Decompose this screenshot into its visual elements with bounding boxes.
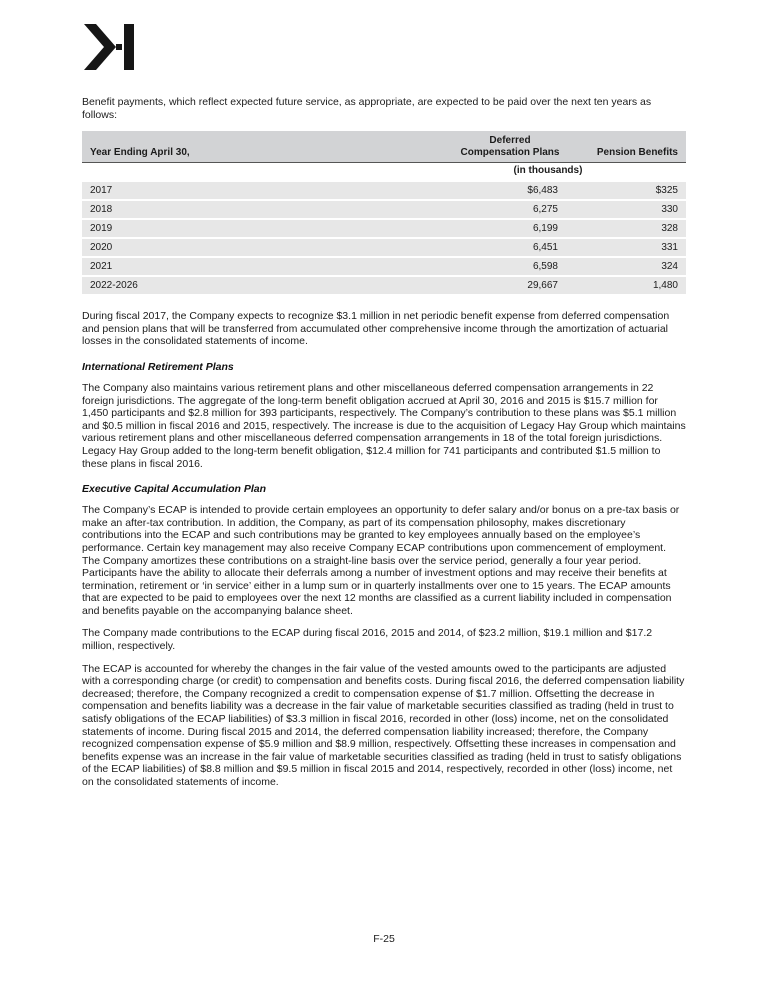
benefit-payments-table (82, 131, 686, 294)
page-number: F-25 (373, 933, 395, 945)
section-heading-ecap: Executive Capital Accumulation Plan (82, 483, 266, 496)
korn-ferry-logo-icon (84, 24, 136, 70)
deferred-cell: 29,667 (527, 279, 558, 291)
body-paragraph: The Company made contributions to the ECAP during fiscal 2016, 2015 and 2014, of $23.2 million, $19.1 million and $17.2 million, respectively. (82, 627, 653, 653)
pension-cell: 328 (661, 222, 678, 234)
table-row (82, 258, 686, 275)
intro-paragraph: Benefit payments, which reflect expected future service, as appropriate, are expected to be paid over the next ten years as follows: (82, 96, 652, 121)
table-row (82, 220, 686, 237)
pension-cell: 324 (661, 260, 678, 272)
body-paragraph: The ECAP is accounted for whereby the changes in the fair value of the vested amounts owed to the participants are adjusted with a corresponding charge (or credit) to compensation and benefits costs. During fiscal 2016, the deferred compensation liability decreased; therefore, the Company recognized a credit to compensation expense of $1.7 million. Offsetting the decrease in compensation and benefits liability was a decrease in the fair value of marketable securities classified as trading (held in trust to satisfy obligations of the ECAP liabilities) of $3.3 million in fiscal 2016, recorded in other (loss) income, net on the consolidated statements of income. During fiscal 2015 and 2014, the deferred compensation liability increased; therefore, the Company recognized compensation expense of $5.9 million and $8.9 million, respectively. Offsetting these increases in compensation and benefits expense was an increase in the fair value of marketable securities classified as trading (held in trust to satisfy obligations of the ECAP liabilities) of $8.8 million and $9.5 million in fiscal 2015 and 2014, respectively, recorded in other (loss) income, net on the consolidated statements of income. (82, 662, 685, 788)
year-cell: 2019 (90, 222, 113, 234)
table-units-row (82, 163, 686, 180)
year-cell: 2022-2026 (90, 279, 138, 291)
year-ending-header: Year Ending April 30, (90, 147, 190, 159)
pension-cell: 1,480 (652, 279, 678, 291)
pension-cell: 330 (661, 203, 678, 215)
table-row (82, 201, 686, 218)
deferred-cell: 6,275 (532, 203, 558, 215)
year-cell: 2017 (90, 184, 113, 196)
year-cell: 2020 (90, 241, 113, 253)
pension-benefits-header: Pension Benefits (596, 147, 678, 159)
header-spacer (560, 135, 686, 147)
table-header-row (82, 131, 686, 163)
pension-cell: 331 (661, 241, 678, 253)
deferred-header-line1: Deferred (489, 135, 531, 147)
deferred-cell: $6,483 (527, 184, 558, 196)
pension-cell: $325 (655, 184, 678, 196)
deferred-cell: 6,451 (532, 241, 558, 253)
units-spacer (82, 163, 370, 180)
deferred-header-line2: Compensation Plans (460, 147, 560, 159)
year-cell: 2018 (90, 203, 113, 215)
year-cell: 2021 (90, 260, 113, 272)
table-row (82, 239, 686, 256)
header-spacer (82, 135, 370, 147)
table-row (82, 277, 686, 294)
deferred-cell: 6,598 (532, 260, 558, 272)
body-paragraph: During fiscal 2017, the Company expects to recognize $3.1 million in net periodic benefit expense from deferred compensation and pension plans that will be transferred from accumulated other comprehensive income through the amortization of actuarial losses in the consolidated statements of income. (82, 310, 670, 348)
body-paragraph: The Company also maintains various retirement plans and other miscellaneous deferred compensation arrangements in 22 foreign jurisdictions. The aggregate of the long-term benefit obligation accrued at April 30, 2016 and 2015 is $15.7 million for 1,450 participants and $2.8 million for 393 participants, respectively. The Company’s contribution to these plans was $5.1 million and $0.5 million in fiscal 2016 and 2015, respectively. The increase is due to the acquisition of Legacy Hay Group which maintains various retirement plans and other miscellaneous deferred compensation arrangements in 18 of the total foreign jurisdictions. Legacy Hay Group added to the long-term benefit obligation, $12.4 million for 741 participants and contributed $1.5 million to these plans in fiscal 2016. (82, 381, 686, 470)
table-row (82, 182, 686, 199)
units-label: (in thousands) (513, 165, 583, 177)
deferred-cell: 6,199 (532, 222, 558, 234)
body-paragraph: The Company’s ECAP is intended to provide certain employees an opportunity to defer salary and/or bonus on a pre-tax basis or make an after-tax contribution. In addition, the Company, as part of its compensation philosophy, makes discretionary contributions into the ECAP and such contributions may be granted to key employees annually based on the employee’s performance. Certain key management may also receive Company ECAP contributions upon commencement of employment. The Company amortizes these contributions on a straight-line basis over the service period, generally a four year period. Participants have the ability to allocate their deferrals among a number of investment options and may receive their benefits at termination, retirement or ‘in service’ either in a lump sum or in quarterly installments over one to 15 years. The ECAP amounts that are expected to be paid to employees over the next 12 months are classified as a current liability included in compensation and benefits payable on the accompanying balance sheet. (82, 504, 680, 617)
section-heading-international: International Retirement Plans (82, 360, 234, 373)
